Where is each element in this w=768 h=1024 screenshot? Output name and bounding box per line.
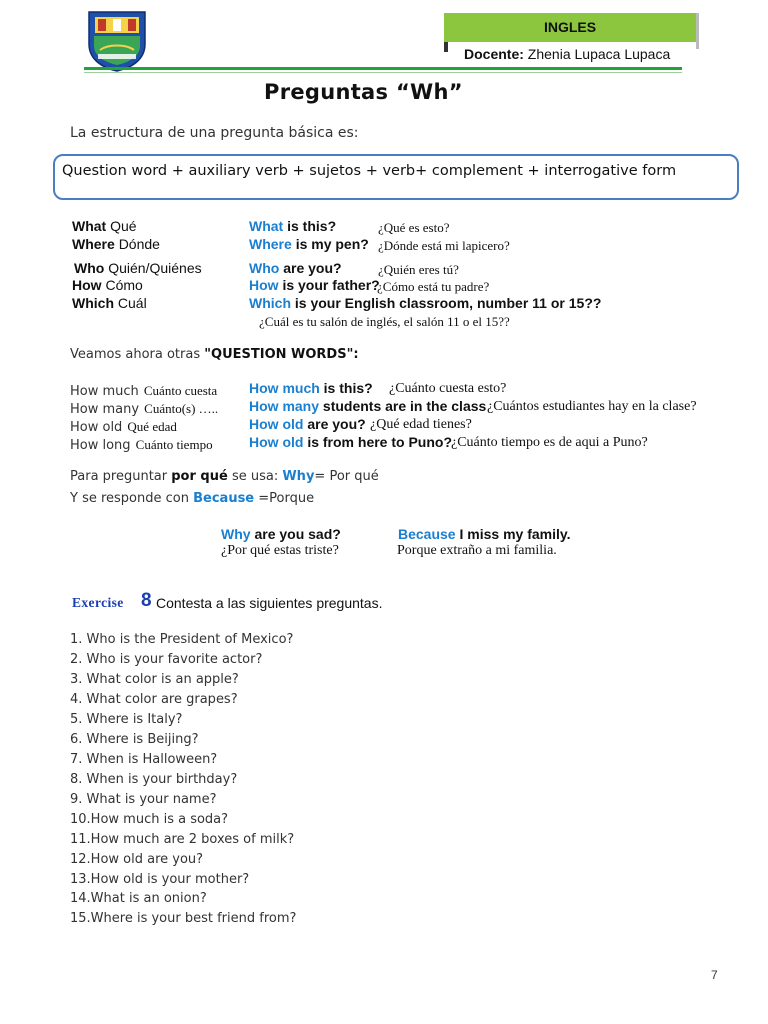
- exercise-question: 1. Who is the President of Mexico?: [70, 632, 294, 647]
- exercise-question: 2. Who is your favorite actor?: [70, 652, 263, 667]
- example-rest: students are in the class: [322, 398, 487, 414]
- page-title: Preguntas “Wh”: [264, 80, 463, 104]
- howword-meaning: Cuánto cuesta: [143, 383, 218, 398]
- qword-translation-where: ¿Dónde está mi lapicero?: [378, 238, 510, 253]
- example-wh-word: What: [249, 218, 284, 234]
- example-rest: is my pen?: [295, 236, 369, 252]
- qword-meaning: Quién/Quiénes: [108, 260, 202, 276]
- howword-row-old: [70, 416, 177, 435]
- exercise-question: 7. When is Halloween?: [70, 752, 218, 767]
- exercise-question: 13.How old is your mother?: [70, 872, 250, 887]
- example-rest: is your father?: [282, 277, 380, 293]
- why-example-answer: [398, 526, 571, 542]
- example-wh-word: How old: [249, 434, 304, 450]
- example-wh-word: Why: [221, 526, 251, 542]
- exercise-question: 3. What color is an apple?: [70, 672, 239, 687]
- qword-term: Which: [72, 295, 114, 311]
- because-text: Y se responde con: [70, 491, 194, 506]
- howword-term: How old: [70, 420, 123, 435]
- exercise-number: 8: [141, 590, 152, 611]
- howword-meaning: Cuánto tiempo: [135, 437, 213, 452]
- howword-example-much: [249, 380, 373, 396]
- qword-row-what: [72, 218, 137, 234]
- formula-text: Question word + auxiliary verb + sujetos + verb+ complement + interrogative form: [62, 163, 677, 179]
- why-emphasis: por qué: [171, 469, 228, 484]
- example-wh-word: Where: [249, 236, 292, 252]
- howword-row-much: [70, 380, 217, 399]
- howword-row-many: [70, 398, 218, 417]
- example-rest: is from here to Puno?: [307, 434, 453, 450]
- qword-translation-what: ¿Qué es esto?: [378, 220, 450, 235]
- because-keyword: Because: [193, 491, 255, 506]
- example-wh-word: How many: [249, 398, 320, 414]
- heading-bold: "QUESTION WORDS":: [204, 347, 359, 362]
- howword-term: How much: [70, 384, 139, 399]
- header-divider-thin: [84, 72, 682, 73]
- example-wh-word: Which: [249, 295, 291, 311]
- howword-translation-old: ¿Qué edad tienes?: [370, 417, 472, 432]
- howword-example-old: [249, 416, 366, 432]
- example-rest: are you?: [307, 416, 366, 432]
- qword-row-where: [72, 236, 160, 252]
- header-divider: [84, 67, 682, 70]
- page-number: 7: [711, 968, 718, 982]
- example-rest: is this?: [323, 380, 373, 396]
- why-example-question: [221, 526, 341, 542]
- qword-translation-which: ¿Cuál es tu salón de inglés, el salón 11 o el 15??: [259, 314, 510, 329]
- qword-row-how: [72, 277, 143, 293]
- teacher-line: [464, 46, 670, 62]
- exercise-question: 4. What color are grapes?: [70, 692, 238, 707]
- because-line: [70, 491, 314, 506]
- qword-translation-how: ¿Cómo está tu padre?: [377, 279, 490, 294]
- why-keyword: Why: [282, 469, 315, 484]
- qword-example-how: [249, 277, 380, 293]
- example-rest: is your English classroom, number 11 or 15??: [294, 295, 602, 311]
- subject-banner: INGLES: [444, 13, 696, 42]
- exercise-question: 5. Where is Italy?: [70, 712, 183, 727]
- howword-term: How many: [70, 402, 140, 417]
- why-text: se usa:: [227, 469, 283, 484]
- qword-meaning: Cuál: [117, 295, 147, 311]
- exercise-question: 10.How much is a soda?: [70, 812, 229, 827]
- exercise-question: 15.Where is your best friend from?: [70, 911, 297, 926]
- because-text: =Porque: [254, 491, 315, 506]
- exercise-label: Exercise: [72, 595, 124, 610]
- qword-meaning: Dónde: [118, 236, 160, 252]
- example-rest: is this?: [287, 218, 337, 234]
- example-rest: are you?: [283, 260, 342, 276]
- exercise-question: 12.How old are you?: [70, 852, 204, 867]
- school-crest-logo: [86, 8, 148, 72]
- howword-translation-much: ¿Cuánto cuesta esto?: [389, 381, 507, 396]
- why-line: [70, 469, 379, 484]
- example-rest: I miss my family.: [459, 526, 571, 542]
- example-wh-word: How old: [249, 416, 304, 432]
- howword-term: How long: [70, 438, 131, 453]
- qword-term: Where: [72, 236, 115, 252]
- qword-example-what: [249, 218, 336, 234]
- qword-row-which: [72, 295, 147, 311]
- teacher-name: Zhenia Lupaca Lupaca: [527, 46, 671, 62]
- heading-text: Veamos ahora otras: [70, 347, 205, 362]
- qword-meaning: Cómo: [105, 277, 143, 293]
- exercise-question: 14.What is an onion?: [70, 891, 207, 906]
- qword-example-which: [249, 295, 601, 311]
- teacher-label: Docente:: [464, 46, 524, 62]
- qword-term: Who: [74, 260, 105, 276]
- exercise-question: 6. Where is Beijing?: [70, 732, 199, 747]
- howword-translation-long: ¿Cuánto tiempo es de aqui a Puno?: [451, 435, 648, 450]
- intro-text: La estructura de una pregunta básica es:: [70, 125, 359, 141]
- other-words-heading: [70, 347, 359, 362]
- qword-example-who: [249, 260, 342, 276]
- howword-example-long: [249, 434, 452, 450]
- example-wh-word: Who: [249, 260, 280, 276]
- qword-row-who: [74, 260, 202, 276]
- howword-meaning: Qué edad: [127, 419, 177, 434]
- why-text: = Por qué: [314, 469, 379, 484]
- qword-example-where: [249, 236, 369, 252]
- example-wh-word: How much: [249, 380, 320, 396]
- qword-term: What: [72, 218, 107, 234]
- howword-meaning: Cuánto(s) …..: [144, 401, 219, 416]
- exercise-question: 8. When is your birthday?: [70, 772, 238, 787]
- howword-row-long: [70, 434, 213, 453]
- howword-example-many: [249, 398, 486, 414]
- exercise-question: 11.How much are 2 boxes of milk?: [70, 832, 295, 847]
- exercise-question: 9. What is your name?: [70, 792, 217, 807]
- why-answer-translation: Porque extraño a mi familia.: [397, 543, 557, 558]
- example-because-word: Because: [398, 526, 456, 542]
- why-text: Para preguntar: [70, 469, 172, 484]
- qword-translation-who: ¿Quién eres tú?: [378, 262, 459, 277]
- why-question-translation: ¿Por qué estas triste?: [221, 543, 339, 558]
- qword-term: How: [72, 277, 102, 293]
- example-rest: are you sad?: [254, 526, 341, 542]
- howword-translation-many: ¿Cuántos estudiantes hay en la clase?: [487, 399, 697, 414]
- banner-shadow: [696, 13, 699, 49]
- qword-meaning: Qué: [110, 218, 137, 234]
- banner-marker: [444, 42, 448, 52]
- exercise-instruction: Contesta a las siguientes preguntas.: [156, 595, 383, 611]
- example-wh-word: How: [249, 277, 279, 293]
